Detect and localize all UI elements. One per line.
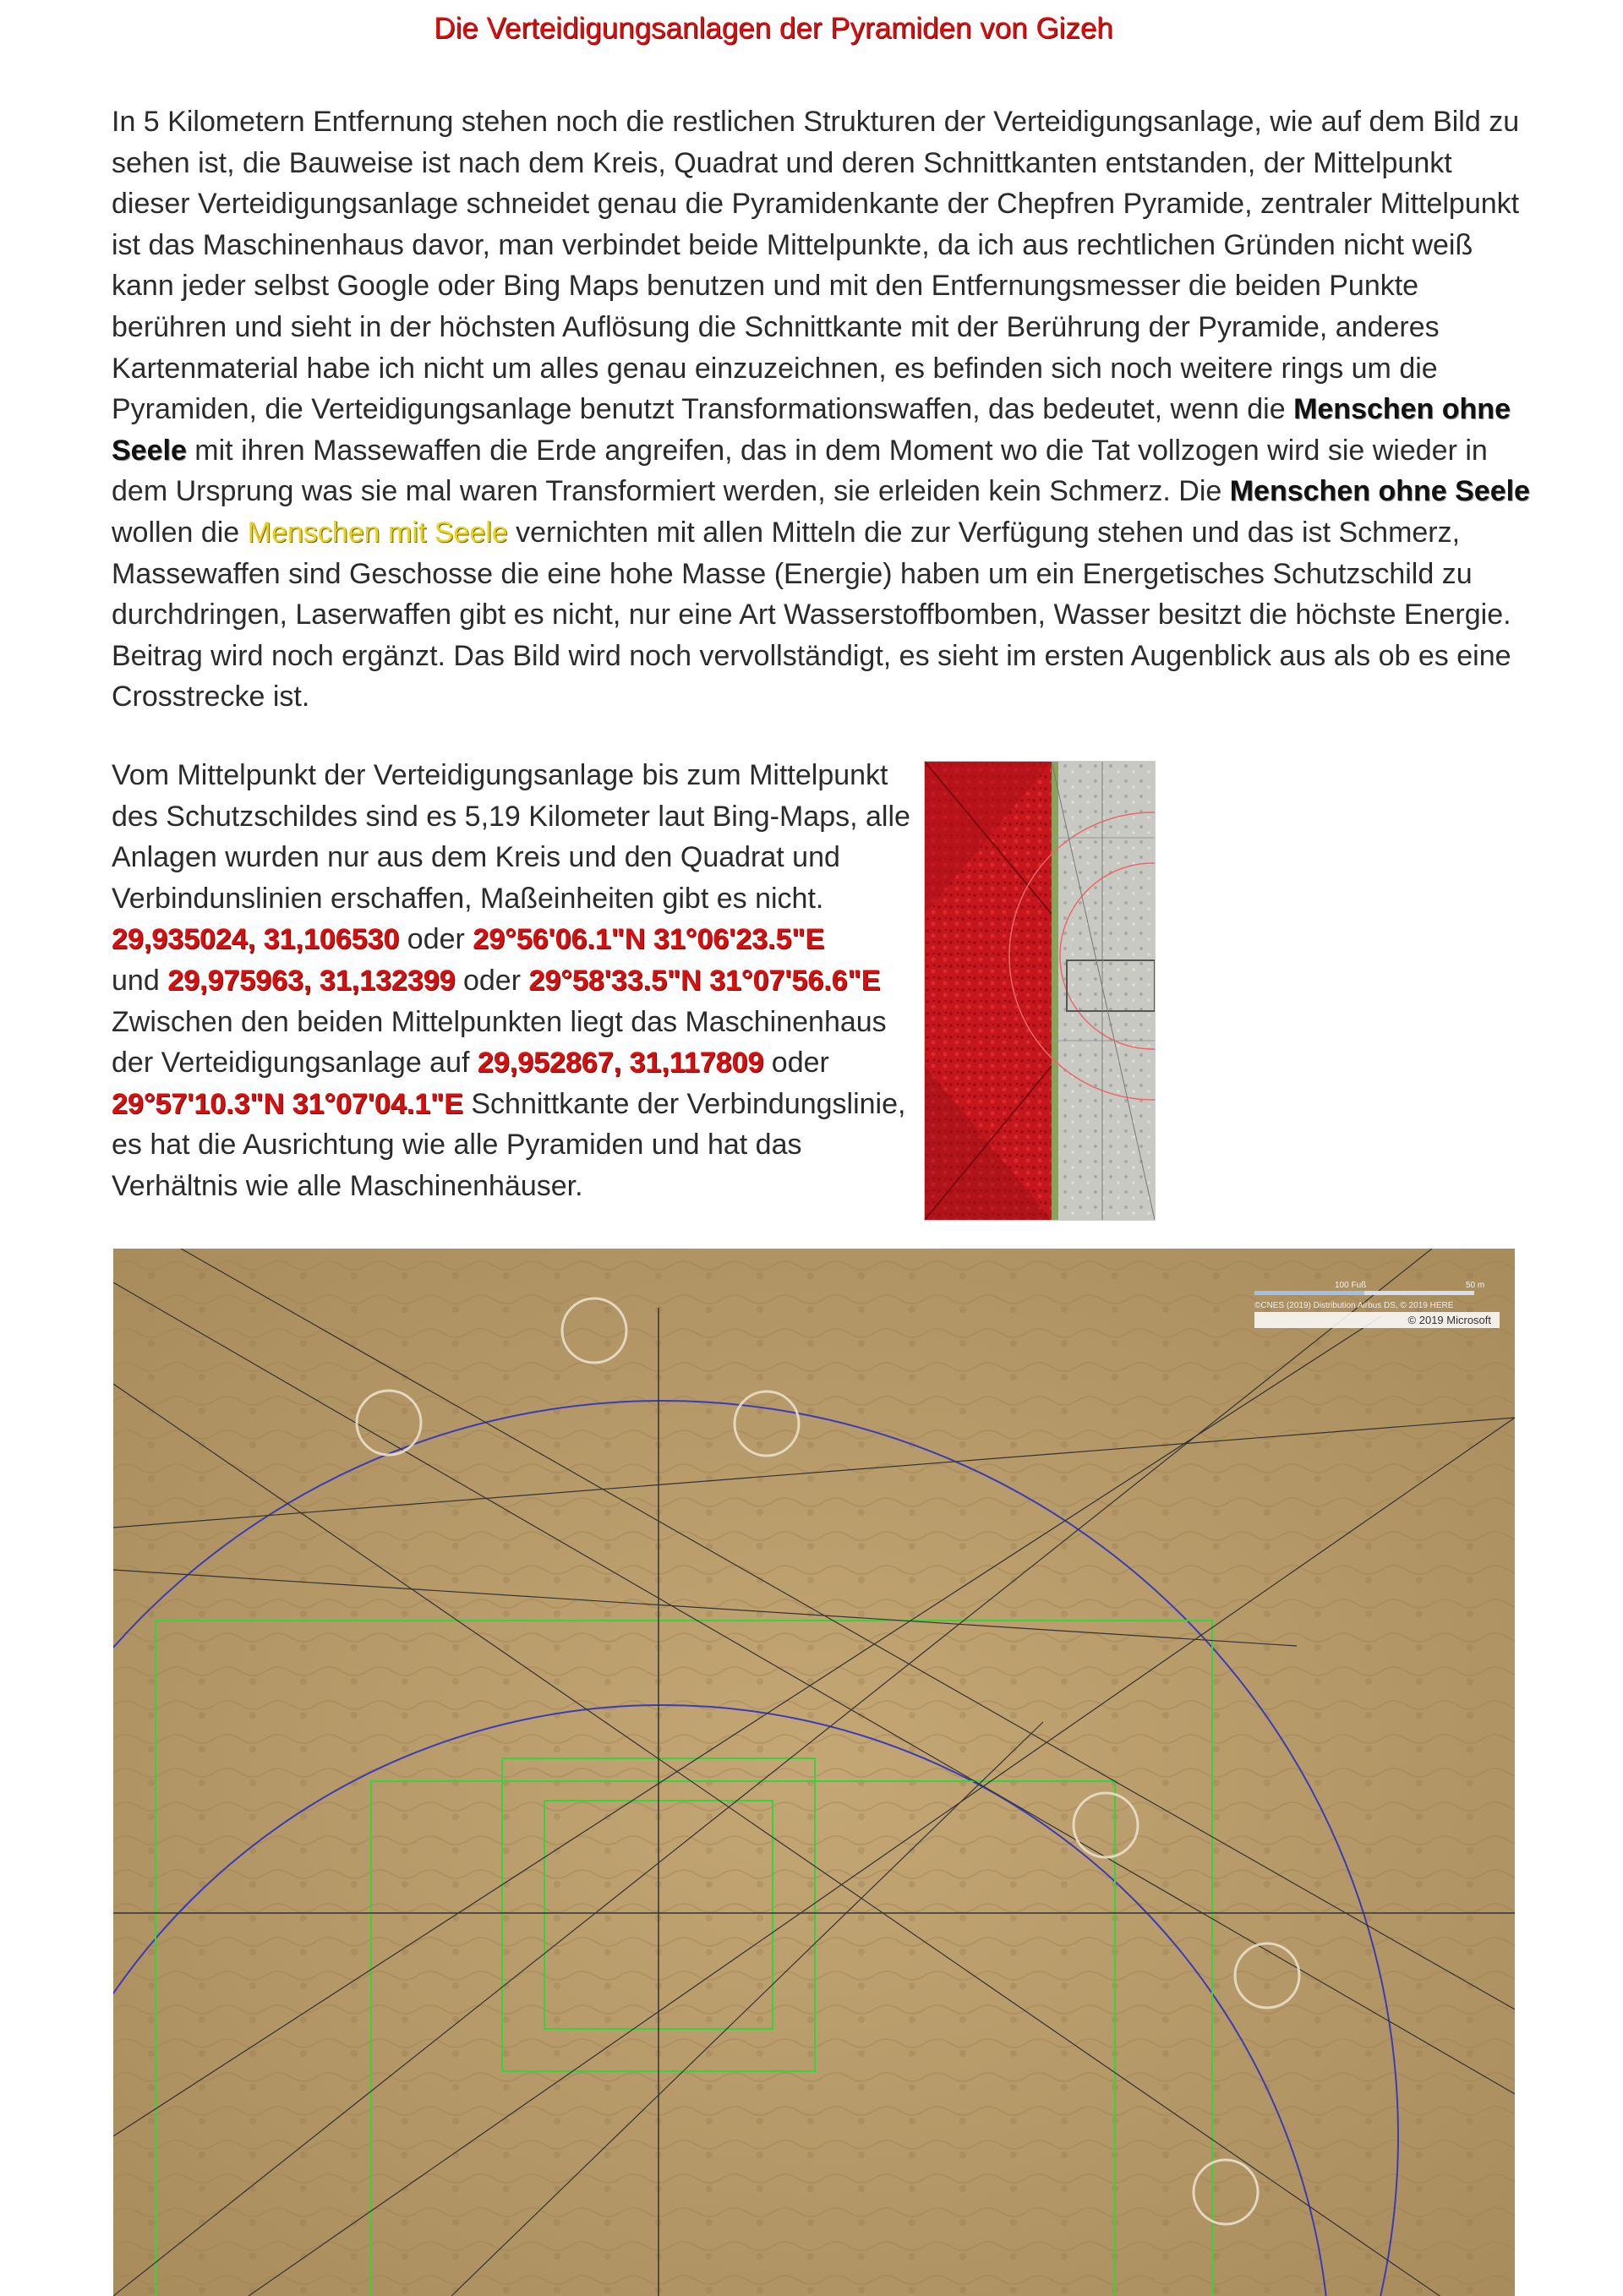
coordinate-decimal: 29,952867, 31,117809 — [477, 1047, 764, 1080]
highlight-menschen-ohne-seele: Menschen ohne Seele — [1229, 475, 1530, 508]
or-text: oder — [399, 923, 473, 956]
intro-text — [112, 101, 1532, 636]
map-copyright: © 2019 Microsoft — [1407, 1314, 1491, 1326]
scale-label-right: 50 m — [1466, 1281, 1485, 1290]
or-text: oder — [763, 1047, 829, 1080]
intro-text-part: wollen die — [112, 516, 248, 549]
intersection-text: Schnittkante der Verbindungslinie, es hat die Ausrichtung wie alle Pyramiden und hat das Verhältnis wie alle Maschinenhäuser. — [112, 1087, 906, 1202]
coordinate-dms: 29°58'33.5"N 31°07'56.6"E — [528, 964, 881, 997]
coordinate-dms: 29°57'10.3"N 31°07'04.1"E — [112, 1087, 463, 1120]
map-svg — [113, 1249, 1515, 2296]
intro-note: Beitrag wird noch ergänzt. Das Bild wird noch vervollständigt, es sieht im ersten Augenblick aus als ob es eine Crosstrecke ist. — [112, 639, 1511, 713]
scale-bar-right — [1364, 1291, 1474, 1295]
coordinate-dms: 29°56'06.1"N 31°06'23.5"E — [473, 923, 825, 956]
pyramid-border — [1052, 762, 1058, 1220]
column-text — [112, 755, 923, 1207]
pyramid-image-svg — [925, 762, 1155, 1220]
machine-house-text: Zwischen den beiden Mittelpunkten liegt das Maschinenhaus der Verteidigungsanlage auf — [112, 1005, 887, 1080]
or-text: oder — [455, 964, 529, 997]
pyramid-satellite-image — [924, 761, 1156, 1221]
scale-label-left: 100 Fuß — [1335, 1281, 1367, 1290]
intro-text-part: mit ihren Massewaffen die Erde angreifen, das in dem Moment wo die Tat vollzogen wird sie wieder in dem Ursprung was sie mal waren Transformiert werden, sie erleiden kein Schmerz. Die — [112, 434, 1488, 508]
coordinate-decimal: 29,975963, 31,132399 — [167, 964, 456, 997]
intro-text-part: vernichten mit allen Mitteln die zur Verfügung stehen und das ist Schmerz, Massewaffen sind Geschosse die eine hohe Masse (Energie) haben um ein Energetisches Schutzschild zu durchdringen, Laserwaffen gibt es nicht, nur eine Art Wasserstoffbomben, Wasser besitzt die höchste Energie. — [112, 516, 1511, 631]
map-attribution: ©CNES (2019) Distribution Airbus DS, © 2019 HERE — [1254, 1301, 1454, 1310]
highlight-menschen-ohne-seele: Menschen ohne Seele — [112, 393, 1511, 467]
intro-paragraph — [112, 101, 1532, 718]
highlight-menschen-mit-seele: Menschen mit Seele — [247, 516, 508, 549]
and-text: und — [112, 964, 168, 997]
intro-text-part: In 5 Kilometern Entfernung stehen noch die restlichen Strukturen der Verteidigungsanlage, wie auf dem Bild zu sehen ist, die Bauweise ist nach dem Kreis, Quadrat und deren Schnittkanten entstanden, der Mittelpunkt dieser Verteidigungsanlage schneidet genau die Pyramidenkante der Chepfren Pyramide, zentraler Mittelpunkt ist das Maschinenhaus davor, man verbindet beide Mittelpunkte, da ich aus rechtlichen Gründen nicht weiß kann jeder selbst Google oder Bing Maps benutzen und mit den Entfernungsmesser die beiden Punkte berühren und sieht in der höchsten Auflösung die Schnittkante mit der Berührung der Pyramide, anderes Kartenmaterial habe ich nicht um alles genau einzuzeichnen, es befinden sich noch weitere rings um die Pyramiden, die Verteidigungsanlage benutzt Transformationswaffen, das bedeutet, wenn die — [112, 106, 1520, 426]
satellite-map — [113, 1249, 1515, 2296]
coordinates-column — [112, 755, 923, 1207]
distance-text: Vom Mittelpunkt der Verteidigungsanlage bis zum Mittelpunkt des Schutzschildes sind es 5,19 Kilometer laut Bing-Maps, alle Anlagen wurden nur aus dem Kreis und den Quadrat und Verbindunslinien erschaffen, Maßeinheiten gibt es nicht. — [112, 759, 910, 915]
coordinate-decimal: 29,935024, 31,106530 — [112, 923, 400, 956]
page-title: Die Verteidigungsanlagen der Pyramiden von Gizeh — [434, 12, 1113, 45]
scale-bar-left — [1254, 1291, 1364, 1295]
